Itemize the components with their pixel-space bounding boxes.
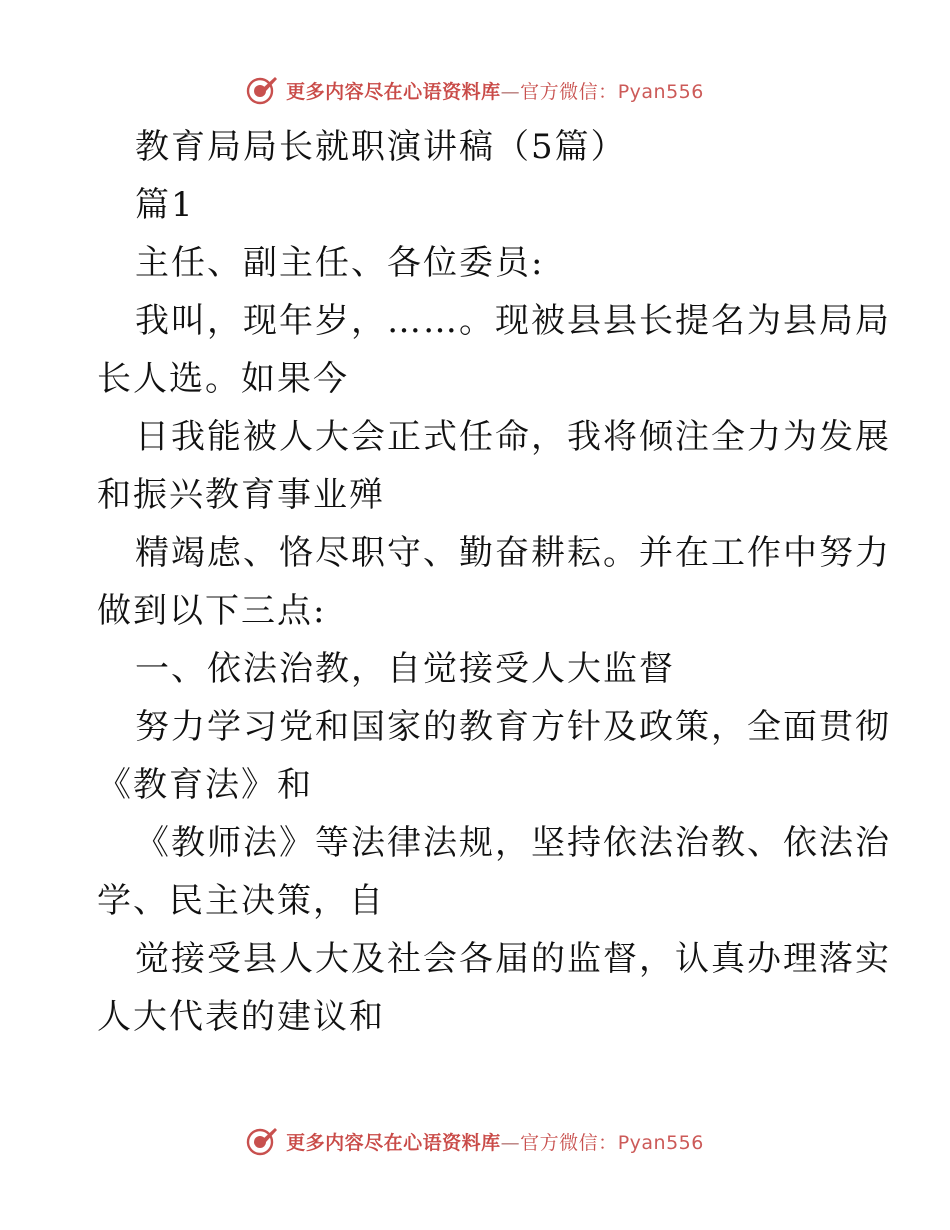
paragraph-line: 做到以下三点: (97, 591, 327, 631)
salutation: 主任、副主任、各位委员: (135, 243, 545, 283)
paragraph-line: 人大代表的建议和 (97, 997, 385, 1037)
watermark-separator: — (500, 1131, 521, 1154)
header-watermark (0, 70, 950, 110)
paragraph-line: 精竭虑、恪尽职守、勤奋耕耘。并在工作中努力 (135, 533, 891, 573)
watermark-handle: Pyan556 (617, 80, 704, 103)
paragraph-line: 我叫，现年岁，……。现被县县长提名为县局局 (135, 301, 891, 341)
paragraph-line: 和振兴教育事业殚 (97, 475, 385, 515)
paragraph-line: 《教育法》和 (97, 765, 313, 805)
watermark-text (286, 1128, 704, 1155)
paragraph-line: 日我能被人大会正式任命，我将倾注全力为发展 (135, 417, 891, 457)
watermark-brand: 更多内容尽在心语资料库 (286, 1131, 501, 1154)
document-body (97, 118, 891, 1046)
section-heading: 篇1 (135, 185, 195, 225)
paragraph-line: 学、民主决策，自 (97, 881, 385, 921)
pen-seal-icon (246, 74, 278, 106)
watermark-suffix: 官方微信： (520, 80, 618, 103)
footer-watermark (0, 1121, 950, 1161)
watermark-suffix: 官方微信： (520, 1131, 618, 1154)
paragraph-line: 《教师法》等法律法规，坚持依法治教、依法治 (135, 823, 891, 863)
watermark-handle: Pyan556 (617, 1131, 704, 1154)
watermark-brand: 更多内容尽在心语资料库 (286, 80, 501, 103)
watermark-separator: — (500, 80, 521, 103)
paragraph-line: 努力学习党和国家的教育方针及政策，全面贯彻 (135, 707, 891, 747)
subsection-heading: 一、依法治教，自觉接受人大监督 (135, 649, 675, 689)
paragraph-line: 觉接受县人大及社会各届的监督，认真办理落实 (135, 939, 891, 979)
watermark-text (286, 77, 704, 104)
pen-seal-icon (246, 1125, 278, 1157)
document-title: 教育局局长就职演讲稿（5篇） (135, 127, 627, 167)
paragraph-line: 长人选。如果今 (97, 359, 349, 399)
